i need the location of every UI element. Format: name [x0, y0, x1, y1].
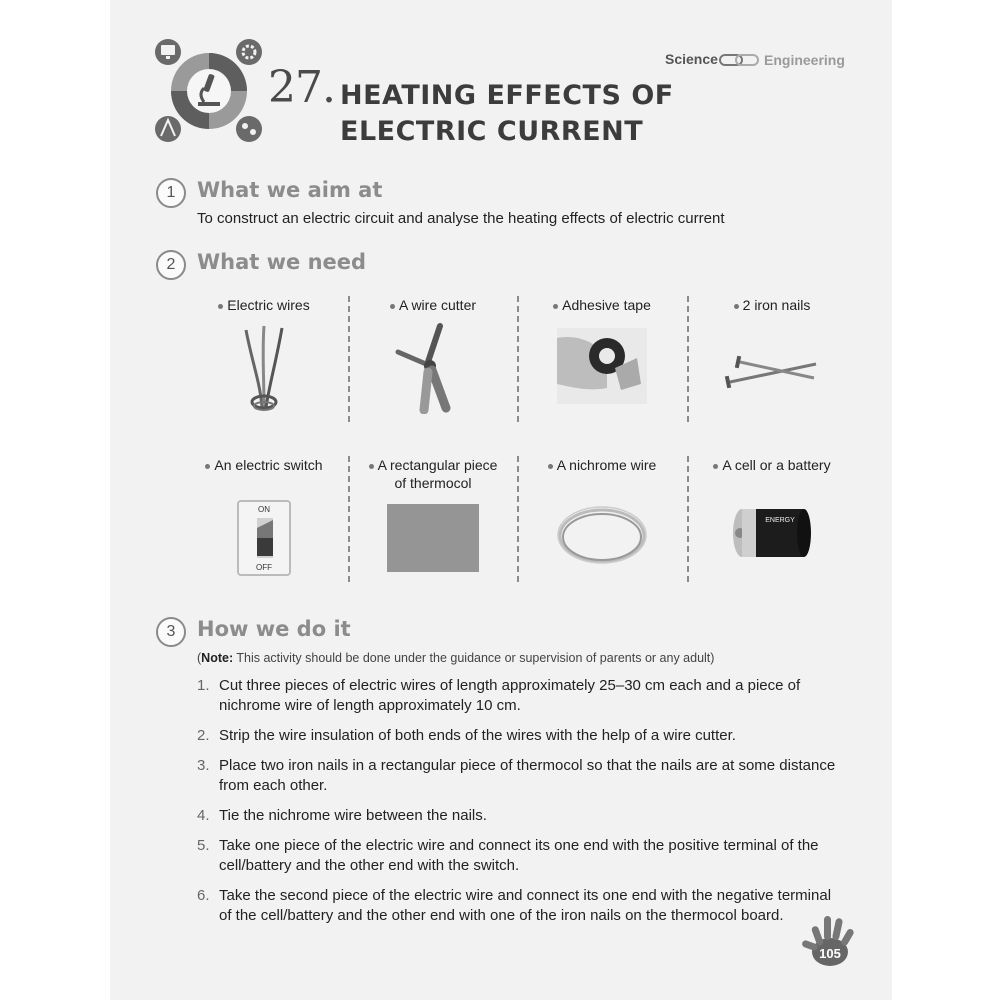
switch-on-label: ON [258, 505, 270, 514]
bullet-icon [390, 304, 395, 309]
list-item [197, 806, 847, 826]
link-icon [719, 53, 759, 67]
hand-print-icon [800, 912, 866, 970]
material-label: Adhesive tape [562, 297, 651, 313]
steps-list [197, 676, 847, 936]
thermocol-icon [387, 504, 479, 572]
note-text: This activity should be done under the guidance or supervision of parents or any adult) [236, 651, 715, 665]
step-text: Strip the wire insulation of both ends of the wires with the help of a wire cutter. [219, 727, 736, 744]
safety-note: (Note: This activity should be done under the guidance or supervision of parents or any adult) [197, 651, 715, 665]
dashed-divider [687, 296, 689, 422]
chapter-title-line2: ELECTRIC CURRENT [340, 116, 644, 147]
battery-icon [732, 506, 812, 560]
dashed-divider [517, 456, 519, 582]
nichrome-wire-icon [556, 504, 648, 568]
list-item [197, 676, 847, 716]
material-item [518, 456, 686, 568]
dashed-divider [348, 456, 350, 582]
chapter-title-line1: HEATING EFFECTS OF [340, 80, 674, 111]
aim-text: To construct an electric circuit and analyse the heating effects of electric current [197, 210, 725, 227]
chapter-number: 27. [268, 62, 335, 113]
material-label: A rectangular piece of thermocol [377, 457, 498, 491]
step-number: 6. [197, 887, 210, 904]
step-number: 5. [197, 837, 210, 854]
material-item [349, 456, 517, 572]
subject-science-label: Science [665, 51, 718, 67]
bullet-icon [205, 464, 210, 469]
section-title-how: How we do it [197, 617, 351, 641]
bullet-icon [734, 304, 739, 309]
section-number-badge: 3 [156, 617, 186, 647]
section-number-badge: 1 [156, 178, 186, 208]
list-item [197, 726, 847, 746]
bullet-icon [218, 304, 223, 309]
step-text: Cut three pieces of electric wires of length approximately 25–30 cm each and a piece of nichrome wire of length approximately 10 cm. [219, 677, 801, 714]
dashed-divider [348, 296, 350, 422]
bullet-icon [548, 464, 553, 469]
note-prefix: Note: [201, 651, 234, 665]
material-label: A wire cutter [398, 297, 477, 313]
section-title-need: What we need [197, 250, 367, 274]
step-number: 3. [197, 757, 210, 774]
material-item [180, 296, 348, 412]
material-label: A cell or a battery [722, 457, 831, 473]
chapter-logo-icon [152, 36, 268, 146]
electric-switch-icon [237, 500, 291, 576]
material-item [349, 296, 517, 414]
page-number: 105 [819, 946, 841, 961]
step-text: Tie the nichrome wire between the nails. [219, 807, 487, 824]
list-item [197, 836, 847, 876]
material-label: An electric switch [214, 457, 323, 473]
adhesive-tape-icon [557, 328, 647, 404]
dashed-divider [687, 456, 689, 582]
electric-wires-icon [234, 322, 294, 412]
battery-brand-label: ENERGY [765, 517, 795, 524]
step-number: 1. [197, 677, 210, 694]
material-item [688, 296, 856, 394]
step-number: 2. [197, 727, 210, 744]
step-text: Place two iron nails in a rectangular piece of thermocol so that the nails are at some distance from each other. [219, 757, 836, 794]
chapter-title [340, 78, 674, 150]
material-label: Electric wires [227, 297, 310, 313]
iron-nails-icon [724, 354, 820, 394]
section-title-aim: What we aim at [197, 178, 383, 202]
step-text: Take one piece of the electric wire and connect its one end with the positive terminal of the cell/battery and the other end with the switch. [219, 837, 819, 874]
bullet-icon [369, 464, 374, 469]
list-item [197, 886, 847, 926]
dashed-divider [517, 296, 519, 422]
material-item [518, 296, 686, 404]
subject-engineering-label: Engineering [764, 52, 845, 68]
wire-cutter-icon [388, 322, 478, 414]
bullet-icon [713, 464, 718, 469]
step-text: Take the second piece of the electric wire and connect its one end with the negative terminal of the cell/battery and the other end with one of the iron nails on the thermocol board. [219, 887, 832, 924]
list-item [197, 756, 847, 796]
material-label: A nichrome wire [556, 457, 657, 473]
section-number-badge: 2 [156, 250, 186, 280]
bullet-icon [553, 304, 558, 309]
material-item [688, 456, 856, 560]
step-number: 4. [197, 807, 210, 824]
material-label: 2 iron nails [742, 297, 811, 313]
material-item [180, 456, 348, 576]
switch-off-label: OFF [256, 563, 272, 572]
